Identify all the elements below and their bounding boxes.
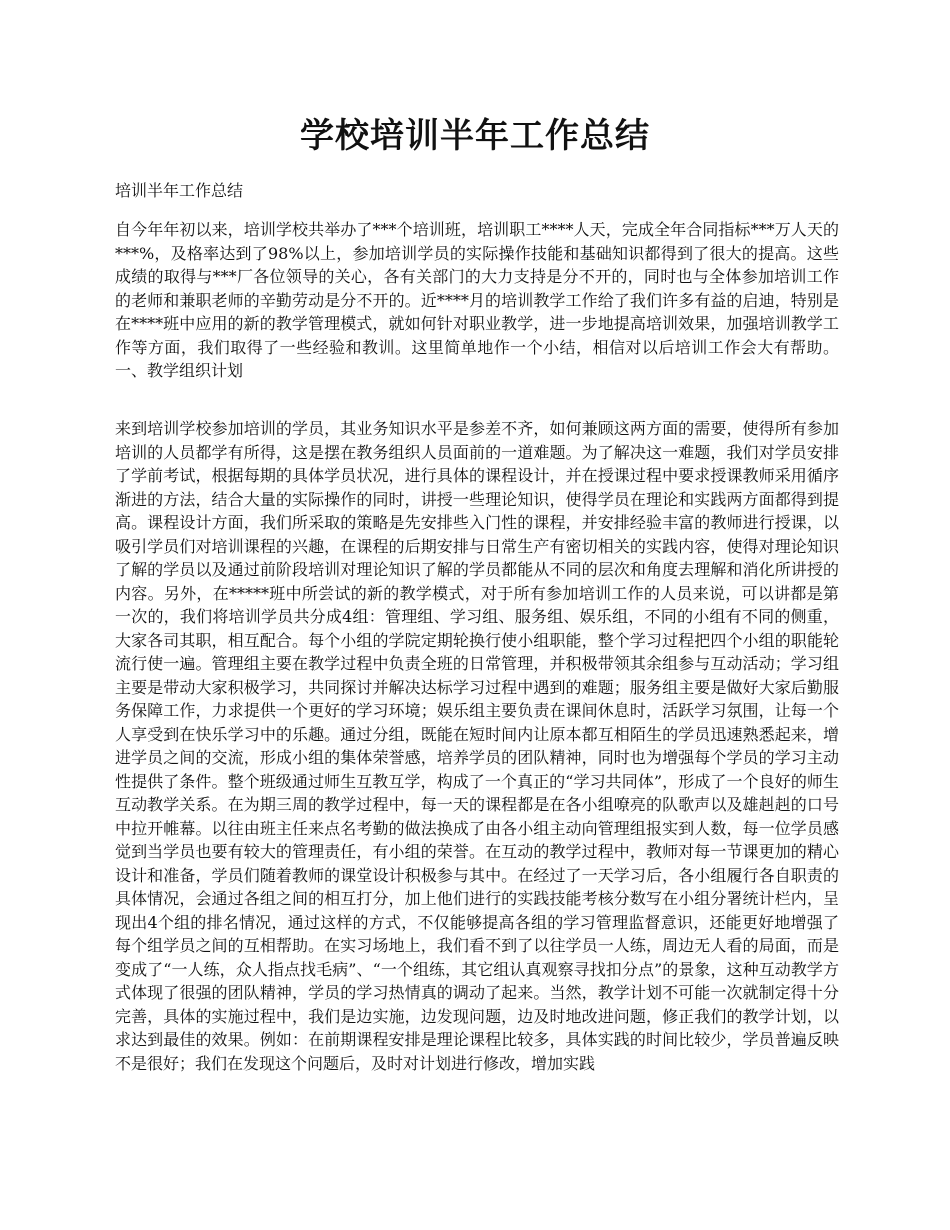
- paragraph-1: 自今年年初以来，培训学校共举办了***个培训班，培训职工****人天，完成全年合同指标***万人天的***%，及格率达到了98%以上，参加培训学员的实际操作技能和基础知识都得到了很大的提高。这些成绩的取得与***厂各位领导的关心，各有关部门的大力支持是分不开的，同时也与全体参加培训工作的老师和兼职老师的辛勤劳动是分不开的。近****月的培训教学工作给了我们许多有益的启迪，特别是在****班中应用的新的教学管理模式，就如何针对职业教学，进一步地提高培训效果，加强培训教学工作等方面，我们取得了一些经验和教训。这里简单地作一个小结，相信对以后培训工作会大有帮助。一、教学组织计划: [115, 220, 839, 380]
- document-subtitle: 培训半年工作总结: [115, 181, 244, 200]
- paragraph-2: 来到培训学校参加培训的学员，其业务知识水平是参差不齐，如何兼顾这两方面的需要，使得所有参加培训的人员都学有所得，这是摆在教务组织人员面前的一道难题。为了解决这一难题，我们对学员安排了学前考试，根据每期的具体学员状况，进行具体的课程设计，并在授课过程中要求授课教师采用循序渐进的方法，结合大量的实际操作的同时，讲授一些理论知识，使得学员在理论和实践两方面都得到提高。课程设计方面，我们所采取的策略是先安排些入门性的课程，并安排经验丰富的教师进行授课，以吸引学员们对培训课程的兴趣，在课程的后期安排与日常生产有密切相关的实践内容，使得对理论知识了解的学员以及通过前阶段培训对理论知识了解的学员都能从不同的层次和角度去理解和消化所讲授的内容。另外，在*****班中所尝试的新的教学模式，对于所有参加培训工作的人员来说，可以讲都是第一次的，我们将培训学员共分成4组：管理组、学习组、服务组、娱乐组，不同的小组有不同的侧重，大家各司其职，相互配合。每个小组的学院定期轮换行使小组职能，整个学习过程把四个小组的职能轮流行使一遍。管理组主要在教学过程中负责全班的日常管理，并积极带领其余组参与互动活动；学习组主要是带动大家积极学习，共同探讨并解决达标学习过程中遇到的难题；服务组主要是做好大家后勤服务保障工作，力求提供一个更好的学习环境；娱乐组主要负责在课间休息时，活跃学习氛围，让每一个人享受到在快乐学习中的乐趣。通过分组，既能在短时间内让原本都互相陌生的学员迅速熟悉起来，增进学员之间的交流，形成小组的集体荣誉感，培养学员的团队精神，同时也为增强每个学员的学习主动性提供了条件。整个班级通过师生互教互学，构成了一个真正的“学习共同体”，形成了一个良好的师生互动教学关系。在为期三周的教学过程中，每一天的课程都是在各小组嘹亮的队歌声以及雄赳赳的口号中拉开帷幕。以往由班主任来点名考勤的做法换成了由各小组主动向管理组报实到人数，每一位学员感觉到当学员也要有较大的管理责任，有小组的荣誉。在互动的教学过程中，教师对每一节课更加的精心设计和准备，学员们随着教师的课堂设计积极参与其中。在经过了一天学习后，各小组履行各自职责的具体情况，会通过各组之间的相互打分，加上他们进行的实践技能考核分数写在小组分署统计栏内，呈现出4个组的排名情况，通过这样的方式，不仅能够提高各组的学习管理监督意识，还能更好地增强了每个组学员之间的互相帮助。在实习场地上，我们看不到了以往学员一人练，周边无人看的局面，而是变成了“一人练，众人指点找毛病”、“一个组练，其它组认真观察寻找扣分点”的景象，这种互动教学方式体现了很强的团队精神，学员的学习热情真的调动了起来。当然，教学计划不可能一次就制定得十分完善，具体的实施过程中，我们是边实施，边发现问题，边及时地改进问题，修正我们的教学计划，以求达到最佳的效果。例如：在前期课程安排是理论课程比较多，具体实践的时间比较少，学员普遍反映不是很好；我们在发现这个问题后，及时对计划进行修改，增加实践: [115, 419, 839, 1073]
- document-title: 学校培训半年工作总结: [300, 116, 650, 156]
